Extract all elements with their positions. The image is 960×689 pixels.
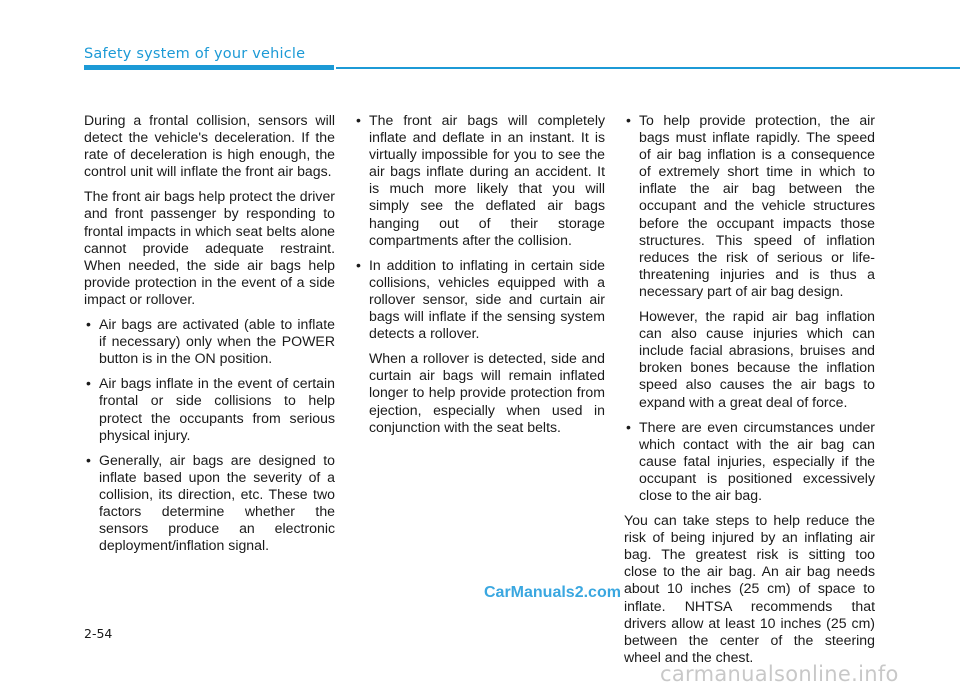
header-rule (336, 67, 960, 69)
text-column-2 (354, 112, 605, 444)
bullet-continuation: When a rollover is detected, side and curtain air bags will remain inflated longer to help provide protection from ejection, especially when used in conjunction with the seat belts. (369, 350, 605, 435)
bullet-item: • Air bags are activated (able to inflate if necessary) only when the POWER button is in the ON position. (84, 316, 335, 367)
bullet-continuation: However, the rapid air bag inflation can also cause injuries which can include facial abrasions, bruises and broken bones because the inflation speed also causes the air bags to expand with a great deal of force. (639, 308, 875, 410)
text-column-1 (84, 112, 335, 562)
header-accent-bar (84, 65, 334, 70)
bullet-item: • There are even circumstances under which contact with the air bag can cause fatal injuries, especially if the occupant is positioned excessively close to the air bag. (624, 419, 875, 504)
bullet-item: • In addition to inflating in certain side collisions, vehicles equipped with a rollover sensor, side and curtain air bags will inflate if the sensing system detects a rollover. (354, 257, 605, 342)
paragraph: During a frontal collision, sensors will detect the vehicle's deceleration. If the rate of deceleration is high enough, the control unit will inflate the front air bags. (84, 112, 335, 180)
footer-watermark: carmanualsonline.info (660, 662, 899, 686)
bullet-item: • The front air bags will completely inflate and deflate in an instant. It is virtually impossible for you to see the air bags inflate during an accident. It is much more likely that you will simply see the deflated air bags hanging out of their storage compartments after the collision. (354, 112, 605, 249)
section-header (84, 46, 960, 76)
bullet-item: • Air bags inflate in the event of certain frontal or side collisions to help protect the occupants from serious physical injury. (84, 375, 335, 443)
text-column-3 (624, 112, 875, 674)
section-title: Safety system of your vehicle (84, 46, 306, 62)
bullet-item: • To help provide protection, the air bags must inflate rapidly. The speed of air bag inflation is a consequence of extremely short time in which to inflate the air bag between the occupant and the vehicle structures before the occupant impacts those structures. This speed of inflation reduces the risk of serious or life-threatening injuries and is thus a necessary part of air bag design. (624, 112, 875, 300)
watermark-link[interactable]: CarManuals2.com (484, 584, 621, 601)
page-number: 2-54 (84, 626, 113, 641)
paragraph: The front air bags help protect the driver and front passenger by responding to frontal impacts in which seat belts alone cannot provide adequate restraint. When needed, the side air bags help provide protection in the event of a side impact or rollover. (84, 188, 335, 307)
bullet-item: • Generally, air bags are designed to inflate based upon the severity of a collision, its direction, etc. These two factors determine whether the sensors produce an electronic deployment/inflation signal. (84, 452, 335, 555)
paragraph: You can take steps to help reduce the risk of being injured by an inflating air bag. The greatest risk is sitting too close to the air bag. An air bag needs about 10 inches (25 cm) of space to inflate. NHTSA recommends that drivers allow at least 10 inches (25 cm) between the center of the steering wheel and the chest. (624, 512, 875, 665)
